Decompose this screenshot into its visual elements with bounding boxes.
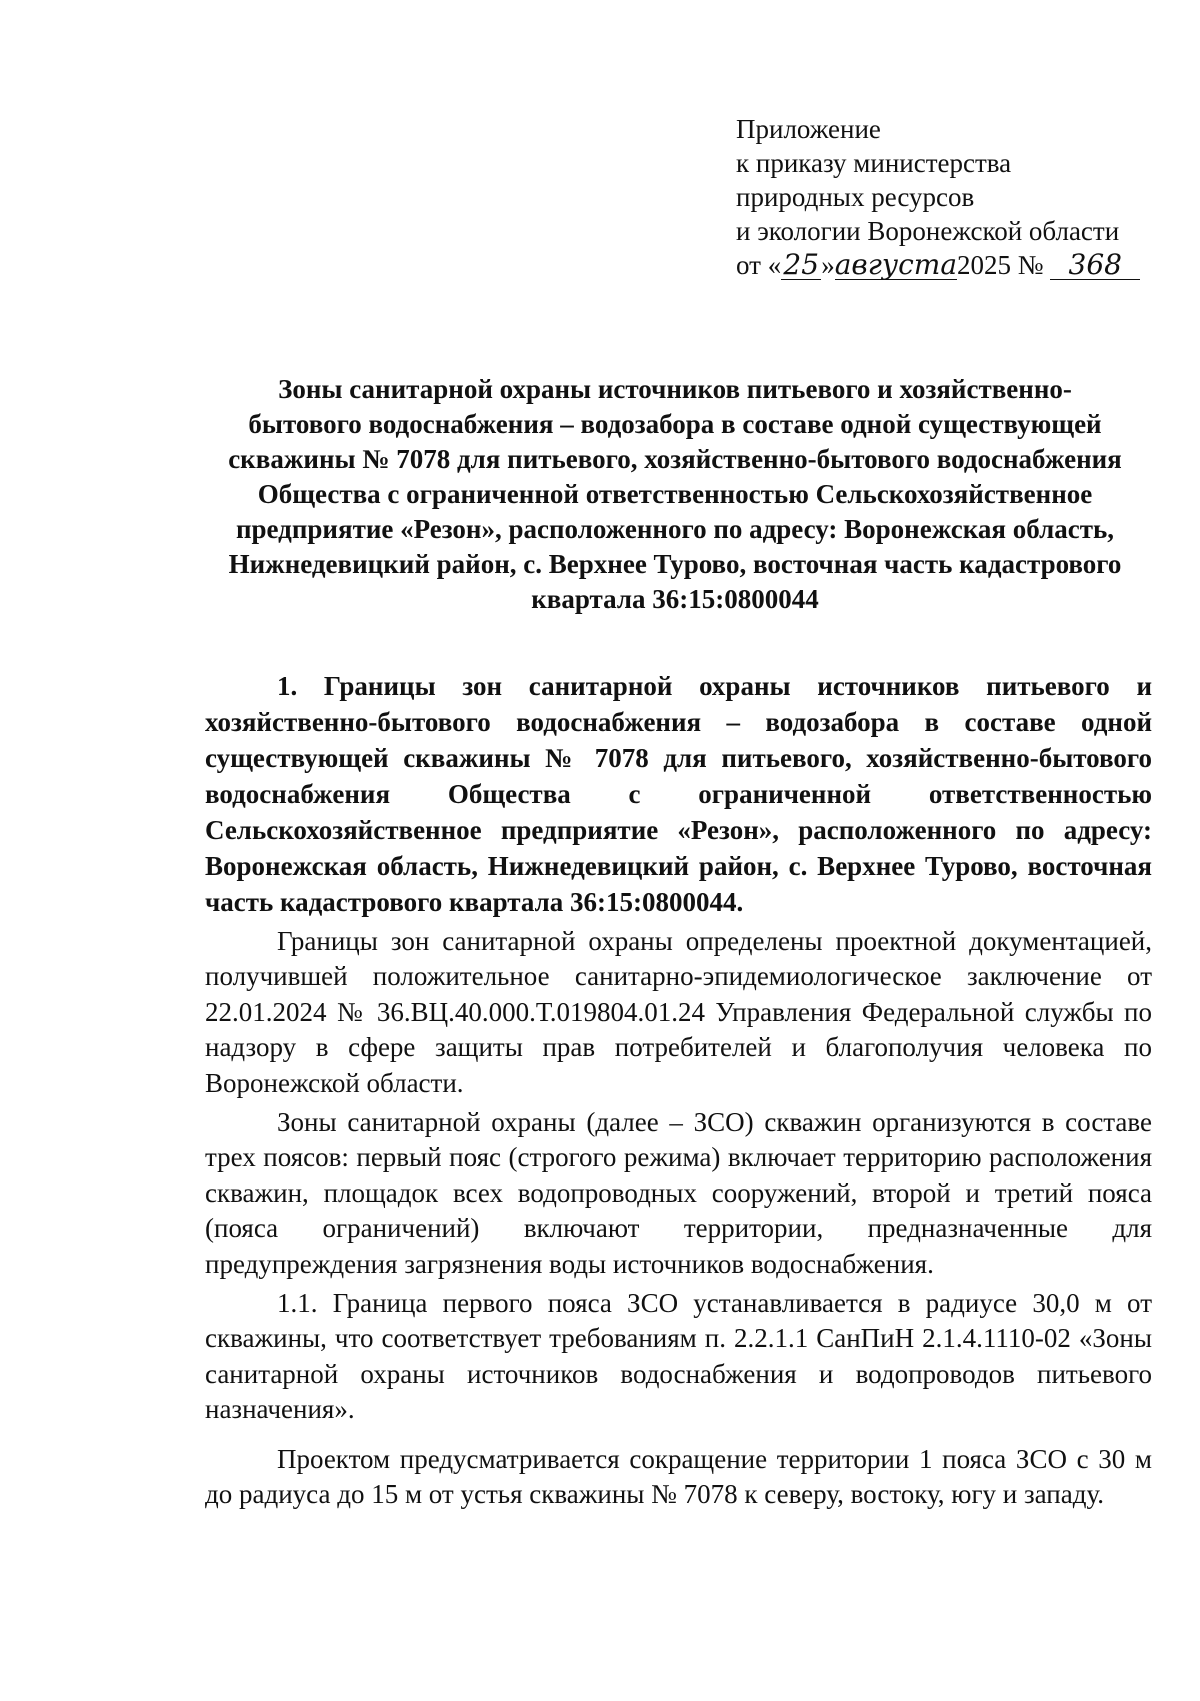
title-line: предприятие «Резон», расположенного по адресу: Воронежская область,: [235, 514, 1115, 544]
title-line: квартала 36:15:0800044: [531, 584, 819, 614]
date-prefix: от «: [736, 250, 782, 280]
appendix-block: [736, 112, 1176, 282]
order-date-line: [736, 248, 1176, 282]
title-line: Нижнедевицкий район, с. Верхнее Турово, восточная часть кадастрового: [228, 549, 1122, 579]
appendix-line: природных ресурсов: [736, 182, 975, 212]
handwritten-order-number: 368: [1050, 251, 1140, 280]
section-heading: 1. Границы зон санитарной охраны источников питьевого и хозяйственно-бытового водоснабжения – водозабора в составе одной существующей скважины № 7078 для питьевого, хозяйственно-бытового водоснабжения Общества с ограниченной ответственностью Сельскохозяйственное предприятие «Резон», расположенного по адресу: Воронежская область, Нижнедевицкий район, с. Верхнее Турово, восточная часть кадастрового квартала 36:15:0800044.: [205, 671, 1152, 917]
paragraph: 1.1. Граница первого пояса ЗСО устанавливается в радиусе 30,0 м от скважины, что соответствует требованиям п. 2.2.1.1 СанПиН 2.1.4.1110-02 «Зоны санитарной охраны источников водоснабжения и водопроводов питьевого назначения».: [205, 1288, 1152, 1425]
order-year: 2025 №: [957, 250, 1044, 280]
document-title: [195, 372, 1155, 617]
paragraph: Проектом предусматривается сокращение территории 1 пояса ЗСО с 30 м до радиуса до 15 м от устья скважины № 7078 к северу, востоку, югу и западу.: [205, 1443, 1152, 1510]
appendix-line: Приложение: [736, 114, 881, 144]
appendix-line: и экологии Воронежской области: [736, 216, 1120, 246]
title-line: скважины № 7078 для питьевого, хозяйственно-бытового водоснабжения: [228, 444, 1122, 474]
handwritten-day: 25: [781, 251, 821, 280]
date-quote-close: »: [821, 250, 835, 280]
document-body: [205, 668, 1152, 1513]
title-line: бытового водоснабжения – водозабора в составе одной существующей: [248, 409, 1102, 439]
paragraph: Зоны санитарной охраны (далее – ЗСО) скважин организуются в составе трех поясов: первый пояс (строгого режима) включает территорию расположения скважин, площадок всех водопроводных сооружений, второй и третий пояса (пояса ограничений) включают территории, предназначенные для предупреждения загрязнения воды источников водоснабжения.: [205, 1107, 1152, 1279]
title-line: Общества с ограниченной ответственностью Сельскохозяйственное: [257, 479, 1093, 509]
title-line: Зоны санитарной охраны источников питьевого и хозяйственно-: [278, 374, 1072, 404]
appendix-line: к приказу министерства: [736, 148, 1012, 178]
handwritten-month: августа: [834, 248, 958, 281]
paragraph: Границы зон санитарной охраны определены проектной документацией, получившей положительное санитарно-эпидемиологическое заключение от 22.01.2024 № 36.ВЦ.40.000.Т.019804.01.24 Управления Федеральной службы по надзору в сфере защиты прав потребителей и благополучия человека по Воронежской области.: [205, 926, 1152, 1098]
